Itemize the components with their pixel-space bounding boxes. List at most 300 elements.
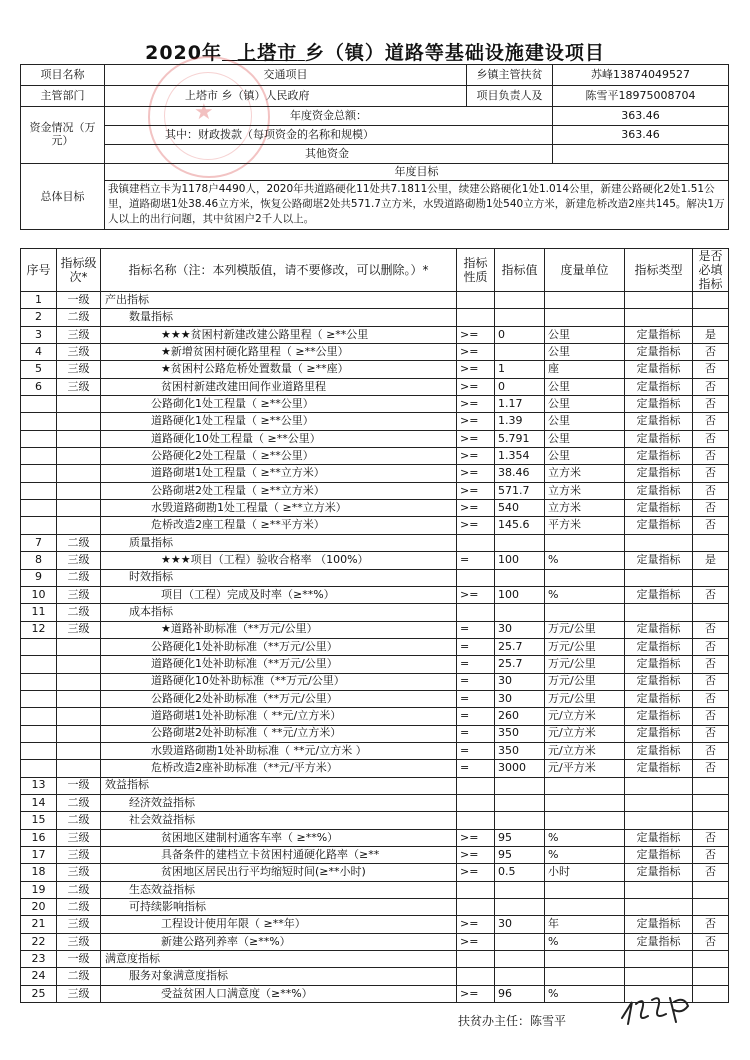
indicator-row [21,378,729,395]
cell-seq [21,656,57,673]
supervisor-value: 苏峰13874049527 [553,65,729,86]
cell-type: 定量指标 [625,933,693,950]
cell-value [495,968,545,985]
cell-required: 否 [693,361,729,378]
cell-name: 工程设计使用年限（ ≥**年） [101,916,457,933]
cell-type [625,881,693,898]
cell-name: 可持续影响指标 [101,899,457,916]
cell-type [625,951,693,968]
cell-name: 贫困地区建制村通客车率（ ≥**%） [101,829,457,846]
cell-value [495,777,545,794]
cell-value: 96 [495,985,545,1002]
indicator-row [21,344,729,361]
finance-label: 其中：财政拨款（每项资金的名称和规模） [105,126,553,145]
cell-level [57,690,101,707]
cell-nature: = [457,760,495,777]
cell-name: 道路硬化1处工程量（ ≥**公里） [101,413,457,430]
cell-name: 道路硬化10处工程量（ ≥**公里） [101,430,457,447]
footer-signature-line [458,1012,566,1029]
col-seq: 序号 [21,249,57,292]
cell-seq [21,673,57,690]
cell-level [57,517,101,534]
indicator-row [21,448,729,465]
cell-type: 定量指标 [625,552,693,569]
cell-nature: >= [457,361,495,378]
annual-total-label: 年度资金总额： [105,107,553,126]
indicator-row [21,292,729,309]
cell-level: 三级 [57,847,101,864]
cell-required: 否 [693,413,729,430]
cell-required [693,899,729,916]
indicator-row [21,916,729,933]
cell-name: ★道路补助标准（**万元/公里） [101,621,457,638]
cell-level: 二级 [57,812,101,829]
cell-unit [545,794,625,811]
cell-value [495,951,545,968]
dept-label: 主管部门 [21,86,105,107]
indicator-row [21,309,729,326]
cell-type: 定量指标 [625,396,693,413]
cell-unit: 元/立方米 [545,742,625,759]
cell-value: 30 [495,916,545,933]
cell-type [625,777,693,794]
cell-unit: % [545,552,625,569]
cell-required [693,794,729,811]
cell-required: 否 [693,500,729,517]
cell-unit [545,569,625,586]
cell-level: 二级 [57,968,101,985]
cell-name: 道路砌堪1处补助标准（ **元/立方米） [101,708,457,725]
footer-label: 扶贫办主任： [458,1014,531,1028]
other-funds-label: 其他资金 [105,145,553,164]
cell-name: 道路砌堪1处工程量（ ≥**立方米） [101,465,457,482]
cell-unit: 公里 [545,396,625,413]
cell-nature: >= [457,430,495,447]
cell-seq: 11 [21,604,57,621]
cell-value: 0 [495,378,545,395]
cell-required [693,777,729,794]
cell-unit: 年 [545,916,625,933]
cell-level: 二级 [57,309,101,326]
cell-required [693,951,729,968]
cell-nature: >= [457,847,495,864]
cell-type: 定量指标 [625,673,693,690]
cell-seq [21,638,57,655]
cell-required: 否 [693,829,729,846]
cell-unit: % [545,586,625,603]
cell-name: 水毁道路砌勘1处补助标准（ **元/立方米 ） [101,742,457,759]
cell-required [693,812,729,829]
cell-required: 否 [693,760,729,777]
cell-required: 否 [693,690,729,707]
cell-seq: 7 [21,534,57,551]
cell-type: 定量指标 [625,361,693,378]
cell-level [57,482,101,499]
indicator-row [21,569,729,586]
cell-seq [21,690,57,707]
cell-unit: 公里 [545,430,625,447]
indicator-rows [21,292,729,1003]
cell-nature: >= [457,344,495,361]
cell-type [625,812,693,829]
cell-level: 三级 [57,985,101,1002]
cell-required [693,968,729,985]
cell-required: 否 [693,656,729,673]
cell-seq [21,430,57,447]
cell-value [495,292,545,309]
overall-goal-label: 总体目标 [21,164,105,230]
cell-level: 三级 [57,933,101,950]
cell-seq: 17 [21,847,57,864]
cell-level: 二级 [57,899,101,916]
cell-value: 1.39 [495,413,545,430]
page-title [0,38,750,65]
cell-value: 3000 [495,760,545,777]
cell-type: 定量指标 [625,621,693,638]
cell-required: 否 [693,864,729,881]
cell-level: 三级 [57,361,101,378]
cell-seq [21,413,57,430]
indicator-row [21,899,729,916]
cell-seq: 13 [21,777,57,794]
indicator-row [21,708,729,725]
cell-nature: >= [457,482,495,499]
cell-value: 38.46 [495,465,545,482]
cell-level [57,500,101,517]
cell-value: 95 [495,829,545,846]
cell-nature [457,968,495,985]
cell-seq [21,448,57,465]
indicator-row [21,725,729,742]
cell-value [495,344,545,361]
cell-unit: 座 [545,361,625,378]
cell-required: 否 [693,378,729,395]
finance-value: 363.46 [553,126,729,145]
cell-seq: 19 [21,881,57,898]
cell-level: 三级 [57,621,101,638]
indicator-row [21,673,729,690]
cell-required [693,309,729,326]
cell-unit: % [545,985,625,1002]
cell-nature: = [457,673,495,690]
cell-type [625,899,693,916]
cell-nature: >= [457,933,495,950]
cell-value: 25.7 [495,638,545,655]
cell-required: 否 [693,430,729,447]
cell-type: 定量指标 [625,344,693,361]
cell-level: 三级 [57,378,101,395]
cell-unit [545,534,625,551]
indicator-row [21,534,729,551]
cell-value: 540 [495,500,545,517]
cell-nature [457,604,495,621]
cell-unit: 万元/公里 [545,656,625,673]
cell-level [57,656,101,673]
cell-nature: >= [457,378,495,395]
cell-name: 项目（工程）完成及时率（≥**%） [101,586,457,603]
cell-seq [21,396,57,413]
indicator-row [21,864,729,881]
indicator-row [21,690,729,707]
indicator-row [21,482,729,499]
cell-nature: = [457,638,495,655]
cell-name: 公路砌化1处工程量（ ≥**公里） [101,396,457,413]
cell-unit [545,881,625,898]
cell-nature [457,794,495,811]
cell-name: 贫困地区居民出行平均缩短时间(≥**小时) [101,864,457,881]
cell-seq: 9 [21,569,57,586]
indicator-row [21,777,729,794]
cell-unit [545,968,625,985]
cell-required: 否 [693,916,729,933]
cell-name: 贫困村新建改建田间作业道路里程 [101,378,457,395]
cell-nature: >= [457,396,495,413]
cell-required: 是 [693,552,729,569]
cell-name: 道路硬化1处补助标准（**万元/公里） [101,656,457,673]
cell-name: ★新增贫困村硬化路里程（ ≥**公里） [101,344,457,361]
cell-required: 否 [693,708,729,725]
annual-total-value: 363.46 [553,107,729,126]
cell-name: 服务对象满意度指标 [101,968,457,985]
cell-type: 定量指标 [625,638,693,655]
cell-seq [21,725,57,742]
cell-unit: 公里 [545,326,625,343]
cell-name: 数量指标 [101,309,457,326]
cell-value: 30 [495,621,545,638]
col-nature: 指标性质 [457,249,495,292]
cell-name: 道路硬化10处补助标准（**万元/公里） [101,673,457,690]
indicator-row [21,829,729,846]
cell-nature [457,292,495,309]
cell-type [625,534,693,551]
cell-seq [21,500,57,517]
cell-level: 三级 [57,344,101,361]
cell-type: 定量指标 [625,326,693,343]
cell-name: 危桥改造2座补助标准（**元/平方米） [101,760,457,777]
cell-level: 三级 [57,864,101,881]
title-year: 2020年 [145,42,222,64]
cell-required: 否 [693,344,729,361]
cell-unit: 公里 [545,378,625,395]
cell-unit: 元/立方米 [545,708,625,725]
cell-seq: 16 [21,829,57,846]
cell-type: 定量指标 [625,760,693,777]
cell-required [693,569,729,586]
cell-seq: 24 [21,968,57,985]
col-name: 指标名称（注：本列模版值，请不要修改，可以删除。）* [101,249,457,292]
cell-required [693,881,729,898]
title-suffix: 乡（镇）道路等基础设施建设项目 [304,42,605,64]
cell-value: 100 [495,552,545,569]
cell-required [693,534,729,551]
indicator-row [21,361,729,378]
cell-nature: = [457,690,495,707]
cell-level [57,465,101,482]
cell-nature: = [457,656,495,673]
indicator-row [21,326,729,343]
cell-level: 三级 [57,326,101,343]
cell-name: ★贫困村公路危桥处置数量（ ≥**座） [101,361,457,378]
cell-seq: 5 [21,361,57,378]
cell-type [625,569,693,586]
cell-nature [457,777,495,794]
indicator-row [21,881,729,898]
cell-name: 水毁道路砌勘1处工程量（ ≥**立方米） [101,500,457,517]
seal-star-icon: ★ [194,100,214,125]
cell-level [57,708,101,725]
indicator-row [21,638,729,655]
cell-unit: 立方米 [545,465,625,482]
indicator-row [21,656,729,673]
cell-name: ★★★项目（工程）验收合格率 （100%） [101,552,457,569]
cell-level: 三级 [57,829,101,846]
indicator-row [21,742,729,759]
annual-goal-label: 年度目标 [105,164,729,181]
cell-unit: 元/平方米 [545,760,625,777]
cell-type [625,309,693,326]
col-value: 指标值 [495,249,545,292]
cell-value: 1 [495,361,545,378]
cell-value: 5.791 [495,430,545,447]
cell-type: 定量指标 [625,465,693,482]
dept-value: 上塔市 乡（镇）人民政府 [105,86,467,107]
cell-unit: 公里 [545,344,625,361]
cell-required: 否 [693,448,729,465]
project-name-label: 项目名称 [21,65,105,86]
cell-level: 三级 [57,916,101,933]
cell-unit: 立方米 [545,500,625,517]
indicator-row [21,812,729,829]
cell-value: 1.354 [495,448,545,465]
cell-seq: 2 [21,309,57,326]
cell-seq: 4 [21,344,57,361]
cell-unit [545,812,625,829]
indicator-row [21,500,729,517]
cell-nature: >= [457,517,495,534]
handwritten-signature [618,988,698,1032]
cell-level: 二级 [57,794,101,811]
cell-required: 否 [693,638,729,655]
funds-label: 资金情况（万元） [21,107,105,164]
cell-name: 新建公路列养率（≥**%） [101,933,457,950]
cell-seq [21,482,57,499]
indicator-row [21,396,729,413]
cell-unit: % [545,829,625,846]
cell-required: 否 [693,847,729,864]
cell-unit: 公里 [545,448,625,465]
cell-name: 效益指标 [101,777,457,794]
cell-nature [457,812,495,829]
indicator-row [21,847,729,864]
cell-type: 定量指标 [625,586,693,603]
cell-value [495,534,545,551]
cell-nature [457,569,495,586]
cell-name: 质量指标 [101,534,457,551]
cell-nature: >= [457,985,495,1002]
cell-seq [21,517,57,534]
cell-required [693,604,729,621]
cell-value: 350 [495,725,545,742]
cell-value: 0.5 [495,864,545,881]
cell-name: 危桥改造2座工程量（ ≥**平方米） [101,517,457,534]
cell-value: 260 [495,708,545,725]
cell-name: 经济效益指标 [101,794,457,811]
cell-type [625,968,693,985]
indicator-row [21,604,729,621]
indicator-row [21,951,729,968]
cell-nature: >= [457,465,495,482]
cell-type: 定量指标 [625,500,693,517]
cell-nature [457,899,495,916]
cell-nature: = [457,742,495,759]
cell-type: 定量指标 [625,482,693,499]
indicator-row [21,517,729,534]
cell-level: 二级 [57,604,101,621]
cell-seq: 18 [21,864,57,881]
cell-level: 一级 [57,951,101,968]
cell-required: 否 [693,482,729,499]
cell-level [57,396,101,413]
cell-nature: >= [457,413,495,430]
cell-name: 受益贫困人口满意度（≥**%） [101,985,457,1002]
cell-name: 公路砌堪2处工程量（ ≥**立方米） [101,482,457,499]
cell-seq: 23 [21,951,57,968]
cell-type: 定量指标 [625,517,693,534]
cell-unit [545,951,625,968]
cell-type: 定量指标 [625,725,693,742]
cell-required: 否 [693,933,729,950]
cell-unit: 立方米 [545,482,625,499]
cell-level: 二级 [57,534,101,551]
cell-required: 否 [693,725,729,742]
cell-level [57,673,101,690]
col-unit: 度量单位 [545,249,625,292]
cell-nature [457,534,495,551]
col-type: 指标类型 [625,249,693,292]
cell-type: 定量指标 [625,829,693,846]
cell-name: ★★★贫困村新建改建公路里程（ ≥**公里 [101,326,457,343]
cell-level [57,742,101,759]
cell-type: 定量指标 [625,430,693,447]
indicator-row [21,621,729,638]
cell-value: 145.6 [495,517,545,534]
person-label: 项目负责人及 [467,86,553,107]
col-required: 是否必填指标 [693,249,729,292]
indicator-row [21,933,729,950]
cell-value: 350 [495,742,545,759]
cell-unit: 万元/公里 [545,638,625,655]
cell-required: 否 [693,673,729,690]
cell-name: 公路硬化1处补助标准（**万元/公里） [101,638,457,655]
cell-unit: 平方米 [545,517,625,534]
cell-seq: 21 [21,916,57,933]
cell-unit: 公里 [545,413,625,430]
cell-name: 公路硬化2处工程量（ ≥**公里） [101,448,457,465]
indicator-table [20,248,729,1003]
cell-nature: >= [457,864,495,881]
cell-required: 是 [693,326,729,343]
cell-nature [457,881,495,898]
cell-name: 生态效益指标 [101,881,457,898]
cell-seq: 25 [21,985,57,1002]
cell-unit [545,899,625,916]
cell-unit: 万元/公里 [545,673,625,690]
cell-seq [21,465,57,482]
cell-seq: 1 [21,292,57,309]
cell-name: 公路硬化2处补助标准（**万元/公里） [101,690,457,707]
cell-nature: >= [457,829,495,846]
indicator-row [21,413,729,430]
